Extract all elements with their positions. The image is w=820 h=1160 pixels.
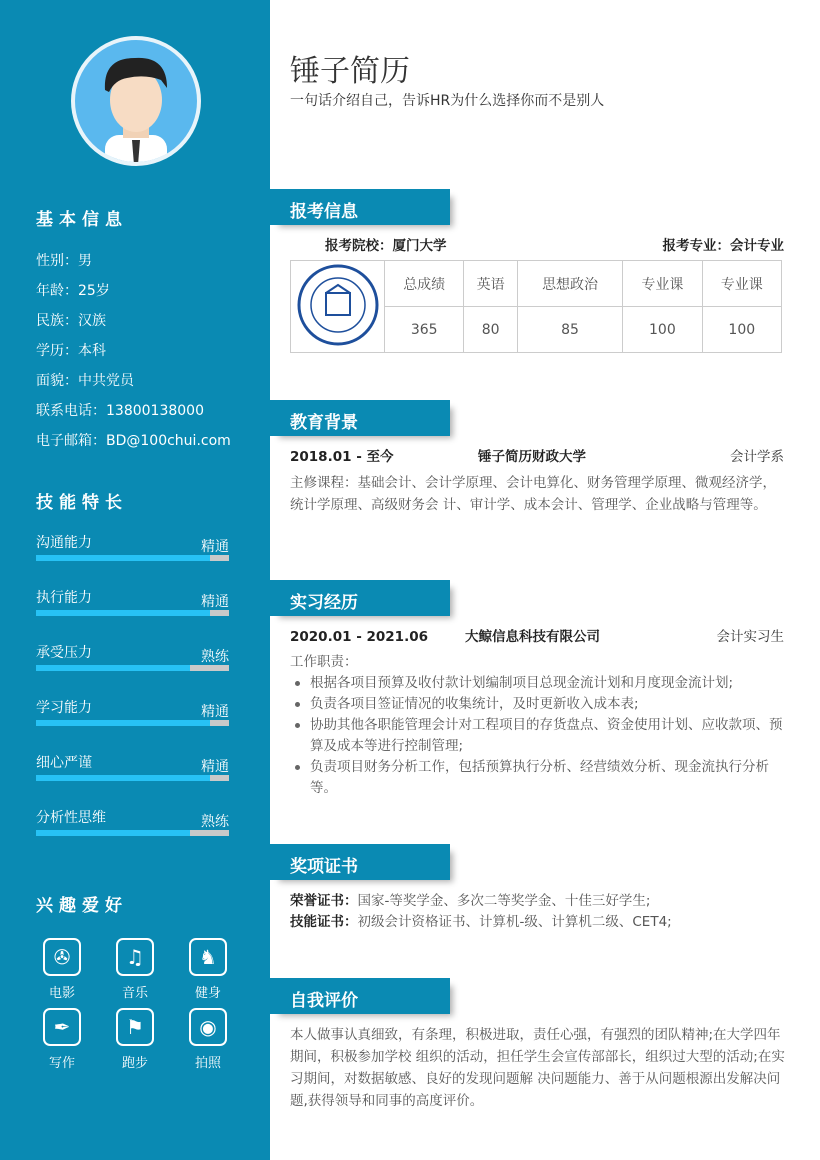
hobby-item — [115, 938, 155, 1001]
hobby-item — [188, 1008, 228, 1071]
skill-item — [36, 697, 229, 720]
honor-text: 国家-等奖学金、多次二等奖学金、十佳三好学生; — [357, 893, 651, 909]
score-value: 365 — [385, 307, 464, 353]
section-exam: 报考信息 — [270, 189, 450, 225]
skill-bar — [36, 665, 229, 671]
skill-name: 沟通能力 — [36, 535, 92, 551]
basic-info-item: 面貌：中共党员 — [36, 373, 134, 389]
honor-label: 荣誉证书： — [290, 893, 358, 909]
skill-name: 细心严谨 — [36, 755, 92, 771]
skill-level: 精通 — [201, 594, 229, 610]
score-value: 80 — [464, 307, 518, 353]
score-value: 85 — [517, 307, 622, 353]
education-period: 2018.01 - 至今 — [290, 449, 394, 465]
avatar — [71, 36, 201, 166]
duty-item: 根据各项目预算及收付款计划编制项目总现金流计划和月度现金流计划; — [290, 673, 786, 694]
skill-bar-fill — [36, 775, 210, 781]
self-evaluation-text: 本人做事认真细致，有条理，积极进取，责任心强，有强烈的团队精神;在大学四年期间，积极参加学校 组织的活动，担任学生会宣传部部长，组织过大型的活动;在实习期间，对数据敏感、良好的发现问题解 决问题能力、善于从问题根源出发解决问题,获得领导和同事的高度评价。 — [290, 1027, 785, 1109]
skill-name: 执行能力 — [36, 590, 92, 606]
skill-bar-fill — [36, 665, 190, 671]
skill-item — [36, 587, 229, 610]
hobbies-heading: 兴趣爱好 — [36, 896, 128, 916]
hobby-label: 拍照 — [194, 1056, 221, 1071]
skill-bar — [36, 555, 229, 561]
skill-item — [36, 752, 229, 775]
hobby-label: 电影 — [48, 986, 75, 1001]
hobby-label: 写作 — [48, 1056, 75, 1071]
basic-info-item: 年龄：25岁 — [36, 283, 110, 299]
skill-bar-fill — [36, 830, 190, 836]
basic-info-heading: 基本信息 — [36, 210, 128, 230]
basic-info-item: 性别：男 — [36, 253, 92, 269]
skill-level: 精通 — [201, 539, 229, 555]
duty-list — [290, 673, 786, 799]
camera-icon: ◉ — [189, 1008, 227, 1046]
score-value: 100 — [702, 307, 781, 353]
skill-bar-fill — [36, 720, 210, 726]
skill-item — [36, 807, 229, 830]
score-header: 思想政治 — [517, 261, 622, 307]
education-desc: 主修课程：基础会计、会计学原理、会计电算化、财务管理学原理、微观经济学，统计学原理、高级财务会 计、审计学、成本会计、管理学、企业战略与管理等。 — [290, 475, 776, 513]
hobby-item — [188, 938, 228, 1001]
skills-heading: 技能特长 — [36, 493, 128, 513]
skill-name: 分析性思维 — [36, 810, 106, 826]
duty-item: 负责各项目签证情况的收集统计，及时更新收入成本表; — [290, 694, 786, 715]
hobby-label: 音乐 — [121, 986, 148, 1001]
hobby-item — [42, 938, 82, 1001]
section-awards: 奖项证书 — [270, 844, 450, 880]
skill-bar — [36, 720, 229, 726]
film-icon: ✇ — [43, 938, 81, 976]
basic-info-item: 电子邮箱：BD@100chui.com — [36, 433, 231, 449]
section-self-evaluation: 自我评价 — [270, 978, 450, 1014]
music-icon: ♫ — [116, 938, 154, 976]
hobby-label: 健身 — [194, 986, 221, 1001]
resume-name: 锤子简历 — [290, 54, 410, 89]
basic-info-item: 民族：汉族 — [36, 313, 106, 329]
duty-item: 负责项目财务分析工作，包括预算执行分析、经营绩效分析、现金流执行分析等。 — [290, 757, 786, 799]
hobby-item — [42, 1008, 82, 1071]
internship-company: 大鲸信息科技有限公司 — [465, 629, 600, 645]
hobby-item — [115, 1008, 155, 1071]
score-header: 总成绩 — [385, 261, 464, 307]
exam-major: 报考专业：会计专业 — [662, 238, 784, 254]
skill-level: 精通 — [201, 759, 229, 775]
score-header: 专业课 — [623, 261, 702, 307]
hobby-label: 跑步 — [121, 1056, 148, 1071]
skill-bar-fill — [36, 555, 210, 561]
exam-school: 报考院校：厦门大学 — [325, 238, 447, 254]
basic-info-item: 联系电话：13800138000 — [36, 403, 204, 419]
duty-label: 工作职责： — [290, 654, 358, 670]
skill-name: 学习能力 — [36, 700, 92, 716]
internship-role: 会计实习生 — [716, 629, 784, 645]
skill-bar-fill — [36, 610, 210, 616]
skill-name: 承受压力 — [36, 645, 92, 661]
skill-item — [36, 532, 229, 555]
education-school: 锤子简历财政大学 — [478, 449, 586, 465]
skill-cert-text: 初级会计资格证书、计算机-级、计算机二级、CET4; — [357, 914, 672, 930]
skill-level: 精通 — [201, 704, 229, 720]
duty-item: 协助其他各职能管理会计对工程项目的存货盘点、资金使用计划、应收款项、预算及成本等进行控制管理; — [290, 715, 786, 757]
tagline: 一句话介绍自己，告诉HR为什么选择你而不是别人 — [290, 93, 605, 109]
section-education: 教育背景 — [270, 400, 450, 436]
fitness-icon: ♞ — [189, 938, 227, 976]
score-table — [290, 260, 782, 353]
skill-bar — [36, 830, 229, 836]
skill-cert-label: 技能证书： — [290, 914, 358, 930]
skill-level: 熟练 — [201, 814, 229, 830]
education-dept: 会计学系 — [730, 449, 784, 465]
basic-info-item: 学历：本科 — [36, 343, 106, 359]
score-header: 专业课 — [702, 261, 781, 307]
section-internship: 实习经历 — [270, 580, 450, 616]
university-seal — [291, 261, 385, 353]
skill-item — [36, 642, 229, 665]
sidebar — [0, 0, 270, 1160]
writing-icon: ✒ — [43, 1008, 81, 1046]
score-value: 100 — [623, 307, 702, 353]
skill-level: 熟练 — [201, 649, 229, 665]
skill-bar — [36, 775, 229, 781]
skill-bar — [36, 610, 229, 616]
internship-period: 2020.01 - 2021.06 — [290, 629, 428, 645]
running-icon: ⚑ — [116, 1008, 154, 1046]
score-header: 英语 — [464, 261, 518, 307]
